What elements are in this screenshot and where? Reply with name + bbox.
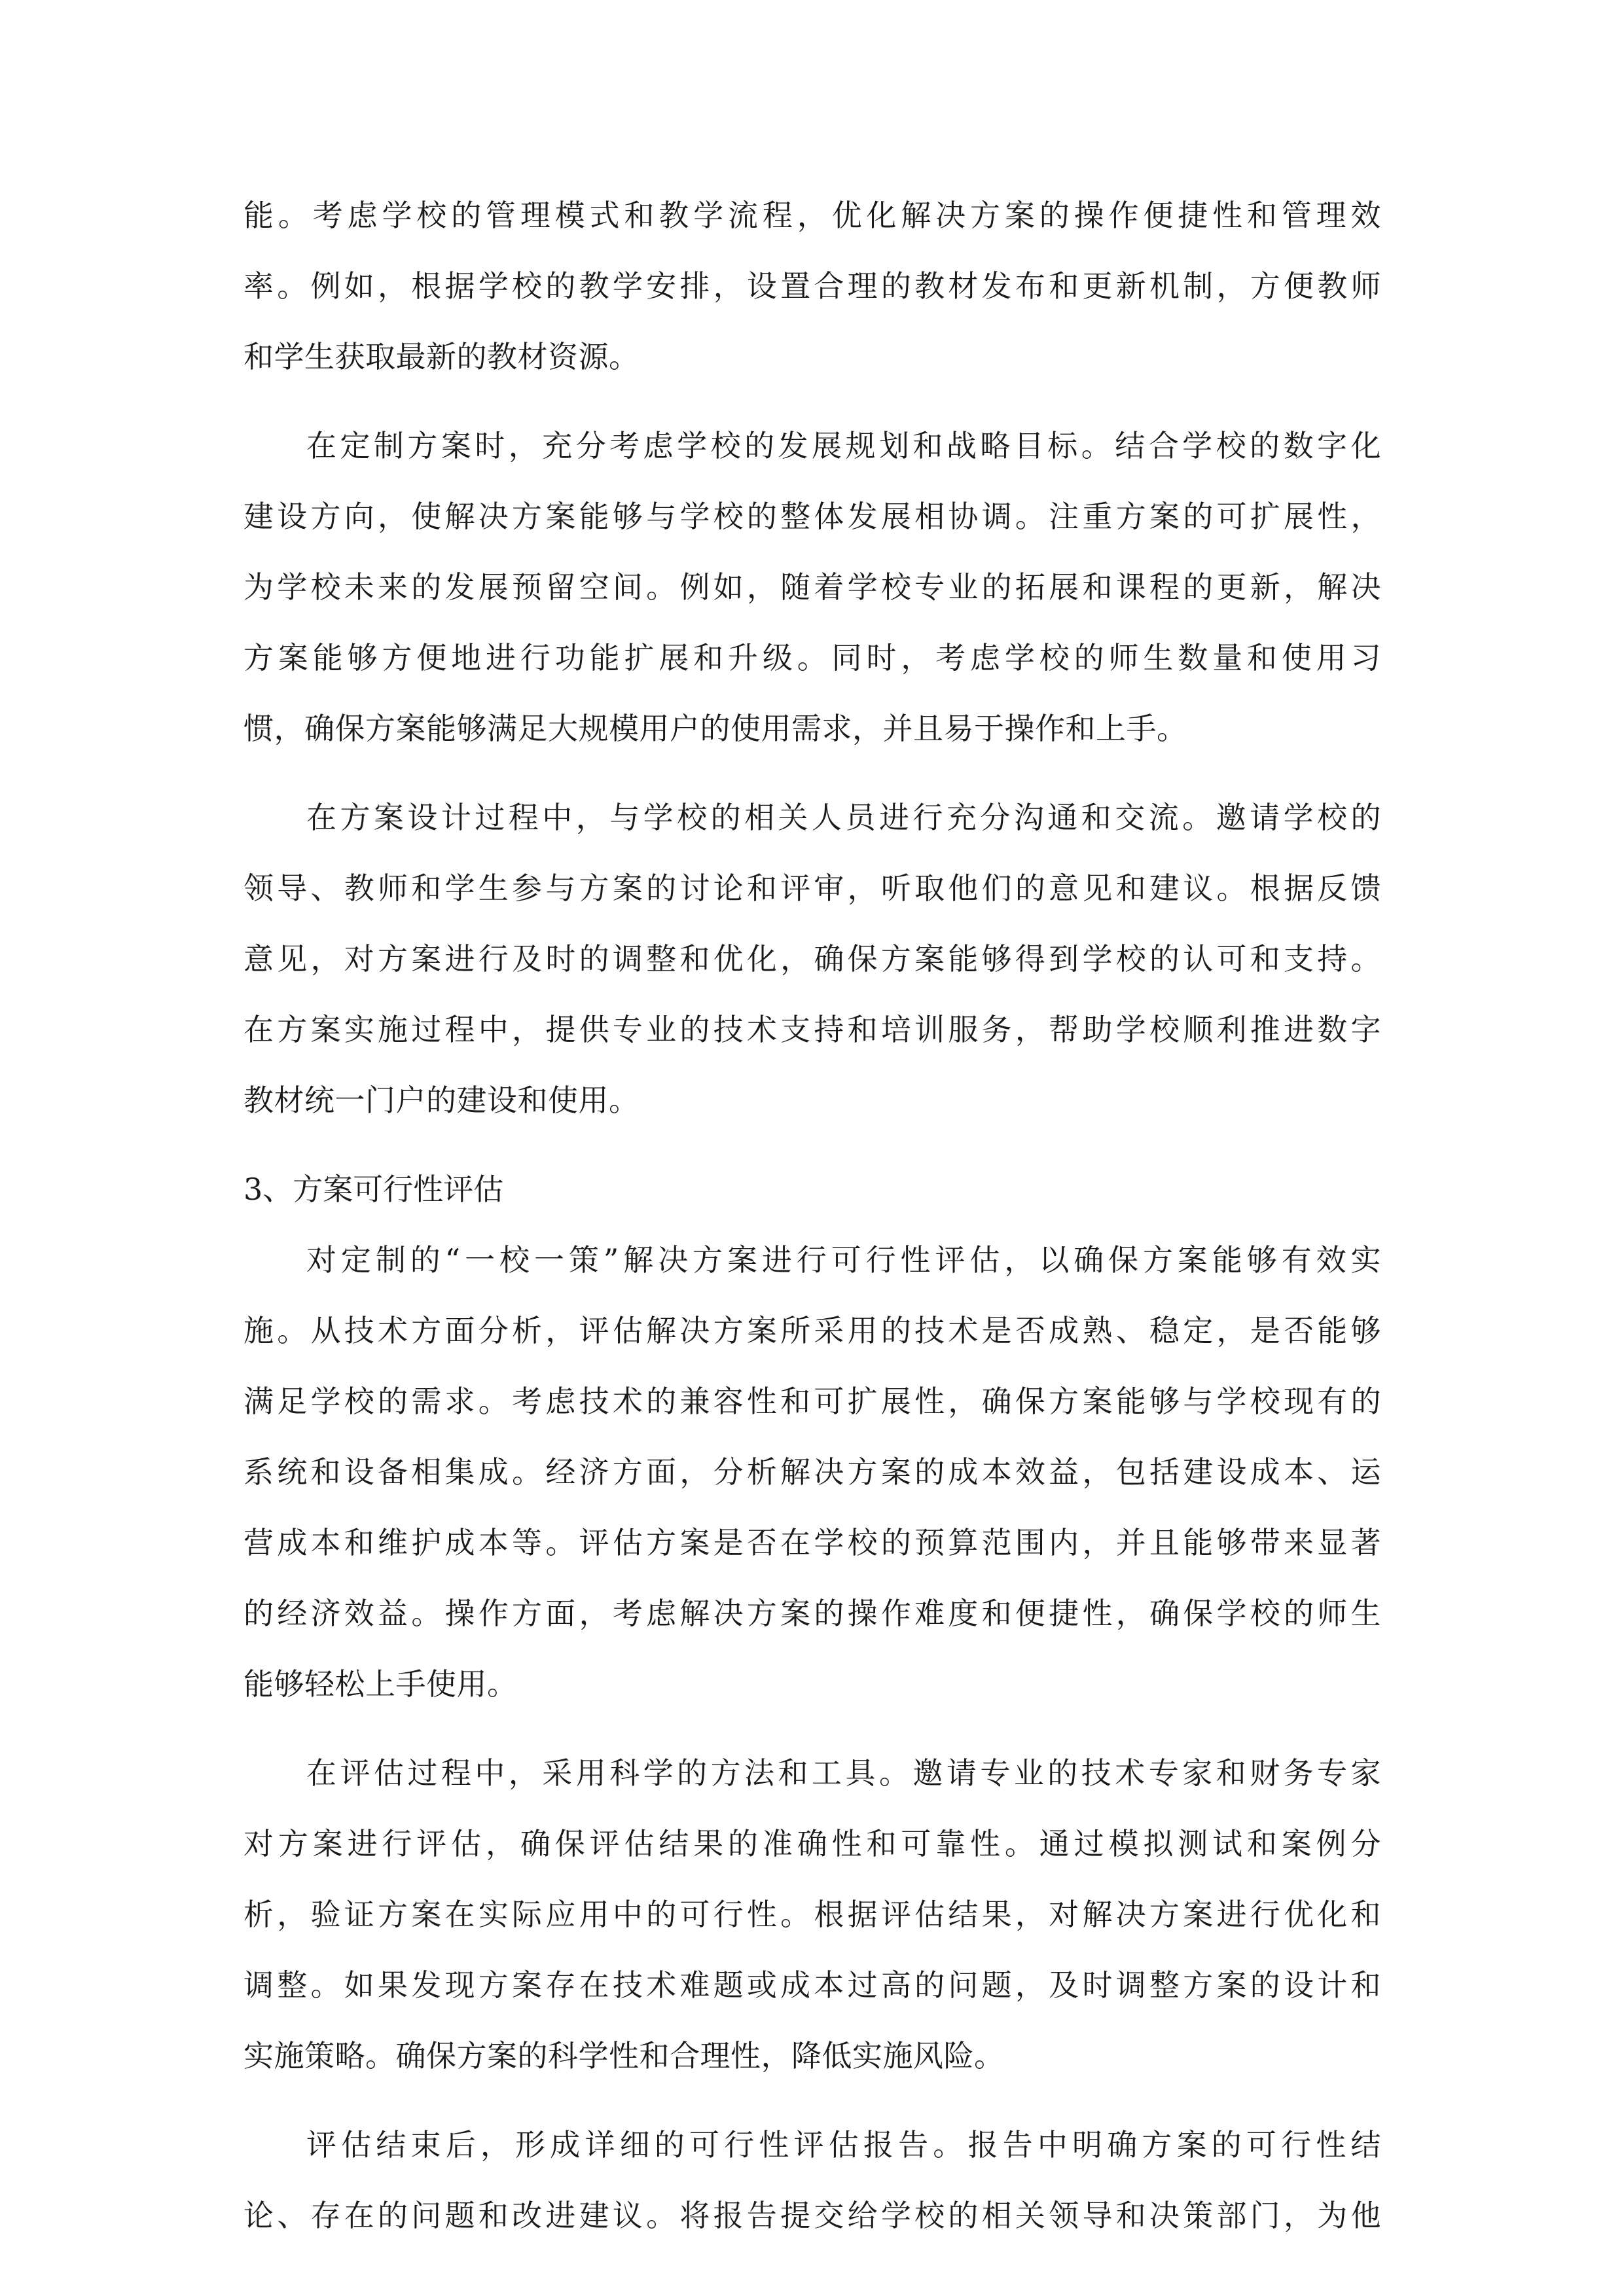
text-line: 教材统一门户的建设和使用。 [244,1083,640,1118]
text-line: 在方案设计过程中，与学校的相关人员进行充分沟通和交流。邀请学校的 [306,800,1381,835]
paragraph-4 [244,1225,1381,1719]
text-line: 领导、教师和学生参与方案的讨论和评审，听取他们的意见和建议。根据反馈 [244,870,1381,906]
text-line: 能够轻松上手使用。 [244,1666,518,1702]
text-line: 对定制的“一校一策”解决方案进行可行性评估，以确保方案能够有效实 [306,1242,1381,1278]
text-line: 意见，对方案进行及时的调整和优化，确保方案能够得到学校的认可和支持。 [244,941,1381,977]
text-line: 施。从技术方面分析，评估解决方案所采用的技术是否成熟、稳定，是否能够 [244,1313,1381,1348]
body-text [244,180,1381,2251]
paragraph-5 [244,1738,1381,2091]
text-line: 和学生获取最新的教材资源。 [244,339,640,374]
text-line: 实施策略。确保方案的科学性和合理性，降低实施风险。 [244,2038,1005,2073]
text-line: 在方案实施过程中，提供专业的技术支持和培训服务，帮助学校顺利推进数字 [244,1012,1381,1047]
text-line: 惯，确保方案能够满足大规模用户的使用需求，并且易于操作和上手。 [244,711,1187,746]
text-line: 为学校未来的发展预留空间。例如，随着学校专业的拓展和课程的更新，解决 [244,569,1381,605]
text-line: 论、存在的问题和改进建议。将报告提交给学校的相关领导和决策部门，为他 [244,2198,1381,2233]
text-line: 对方案进行评估，确保评估结果的准确性和可靠性。通过模拟测试和案例分 [244,1826,1381,1861]
text-line: 评估结束后，形成详细的可行性评估报告。报告中明确方案的可行性结 [306,2127,1381,2162]
text-line: 系统和设备相集成。经济方面，分析解决方案的成本效益，包括建设成本、运 [244,1454,1381,1490]
paragraph-1 [244,180,1381,392]
text-line: 方案能够方便地进行功能扩展和升级。同时，考虑学校的师生数量和使用习 [244,640,1381,675]
text-line: 的经济效益。操作方面，考虑解决方案的操作难度和便捷性，确保学校的师生 [244,1596,1381,1631]
text-line: 调整。如果发现方案存在技术难题或成本过高的问题，及时调整方案的设计和 [244,1967,1381,2003]
paragraph-3 [244,782,1381,1136]
text-line: 满足学校的需求。考虑技术的兼容性和可扩展性，确保方案能够与学校现有的 [244,1384,1381,1419]
text-line: 建设方向，使解决方案能够与学校的整体发展相协调。注重方案的可扩展性， [244,499,1381,534]
text-line: 析，验证方案在实际应用中的可行性。根据评估结果，对解决方案进行优化和 [244,1897,1381,1932]
paragraph-2 [244,410,1381,764]
text-line: 营成本和维护成本等。评估方案是否在学校的预算范围内，并且能够带来显著 [244,1525,1381,1560]
text-line: 能。考虑学校的管理模式和教学流程，优化解决方案的操作便捷性和管理效 [244,198,1381,233]
paragraph-6 [244,2109,1381,2251]
text-line: 在定制方案时，充分考虑学校的发展规划和战略目标。结合学校的数字化 [306,428,1381,463]
section-heading: 3、方案可行性评估 [244,1172,504,1207]
text-line: 率。例如，根据学校的教学安排，设置合理的教材发布和更新机制，方便教师 [244,268,1381,304]
text-line: 在评估过程中，采用科学的方法和工具。邀请专业的技术专家和财务专家 [306,1755,1381,1791]
